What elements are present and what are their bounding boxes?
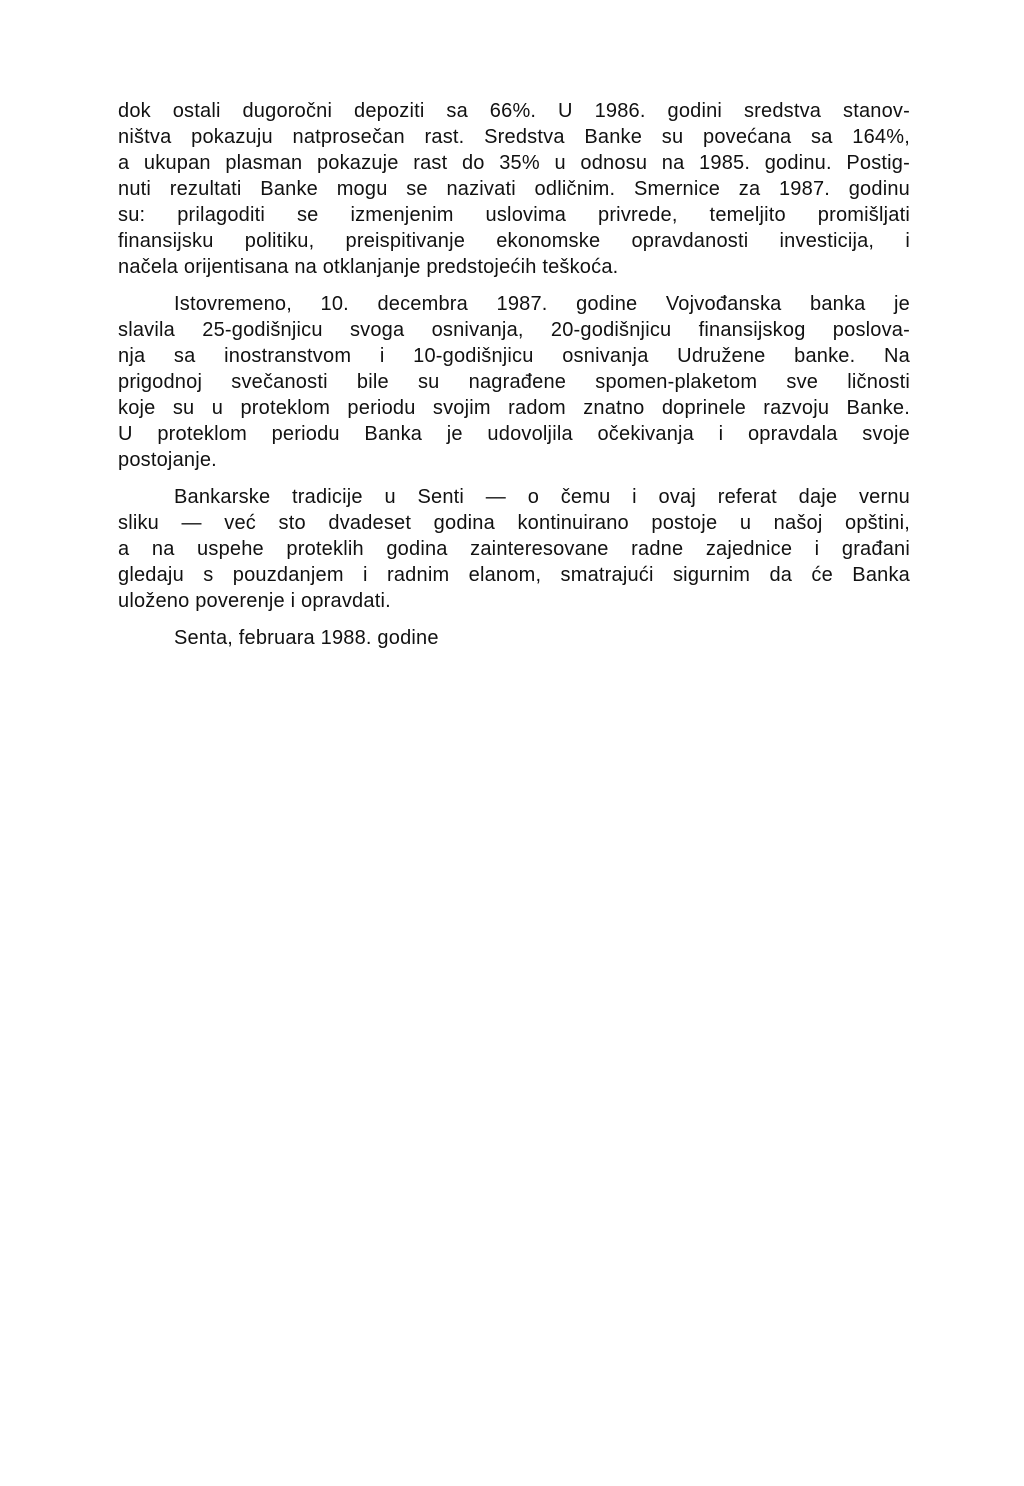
text-line: nuti rezultati Banke mogu se nazivati odličnim. Smernice za 1987. godinu xyxy=(118,178,910,200)
text-line: postojanje. xyxy=(118,449,217,471)
text-line: koje su u proteklom periodu svojim radom znatno doprinele razvoju Banke. xyxy=(118,397,910,419)
text-line: dok ostali dugoročni depoziti sa 66%. U 1986. godini sredstva stanov- xyxy=(118,100,910,122)
text-line: U proteklom periodu Banka je udovoljila očekivanja i opravdala svoje xyxy=(118,423,910,445)
paragraph-banking-traditions xyxy=(118,484,910,614)
text-line: gledaju s pouzdanjem i radnim elanom, smatrajući sigurnim da će Banka xyxy=(118,564,910,586)
text-line: uloženo poverenje i opravdati. xyxy=(118,590,391,612)
text-line: a na uspehe proteklih godina zainteresovane radne zajednice i građani xyxy=(118,538,910,560)
text-line: sliku — već sto dvadeset godina kontinuirano postoje u našoj opštini, xyxy=(118,512,910,534)
text-line: Istovremeno, 10. decembra 1987. godine Vojvođanska banka je xyxy=(174,293,910,315)
document-page xyxy=(118,98,910,662)
paragraph-place-date xyxy=(118,625,910,651)
place-date-line: Senta, februara 1988. godine xyxy=(174,627,439,649)
text-line: slavila 25-godišnjicu svoga osnivanja, 20-godišnjicu finansijskog poslova- xyxy=(118,319,910,341)
text-line: prigodnoj svečanosti bile su nagrađene spomen-plaketom sve ličnosti xyxy=(118,371,910,393)
paragraph-deposits-results xyxy=(118,98,910,280)
paragraph-anniversary xyxy=(118,291,910,473)
text-line: su: prilagoditi se izmenjenim uslovima privrede, temeljito promišljati xyxy=(118,204,910,226)
text-line: nja sa inostranstvom i 10-godišnjicu osnivanja Udružene banke. Na xyxy=(118,345,910,367)
text-line: načela orijentisana na otklanjanje predstojećih teškoća. xyxy=(118,256,619,278)
text-line: a ukupan plasman pokazuje rast do 35% u odnosu na 1985. godinu. Postig- xyxy=(118,152,910,174)
text-line: ništva pokazuju natprosečan rast. Sredstva Banke su povećana sa 164%, xyxy=(118,126,910,148)
text-line: Bankarske tradicije u Senti — o čemu i ovaj referat daje vernu xyxy=(174,486,910,508)
text-line: finansijsku politiku, preispitivanje ekonomske opravdanosti investicija, i xyxy=(118,230,910,252)
